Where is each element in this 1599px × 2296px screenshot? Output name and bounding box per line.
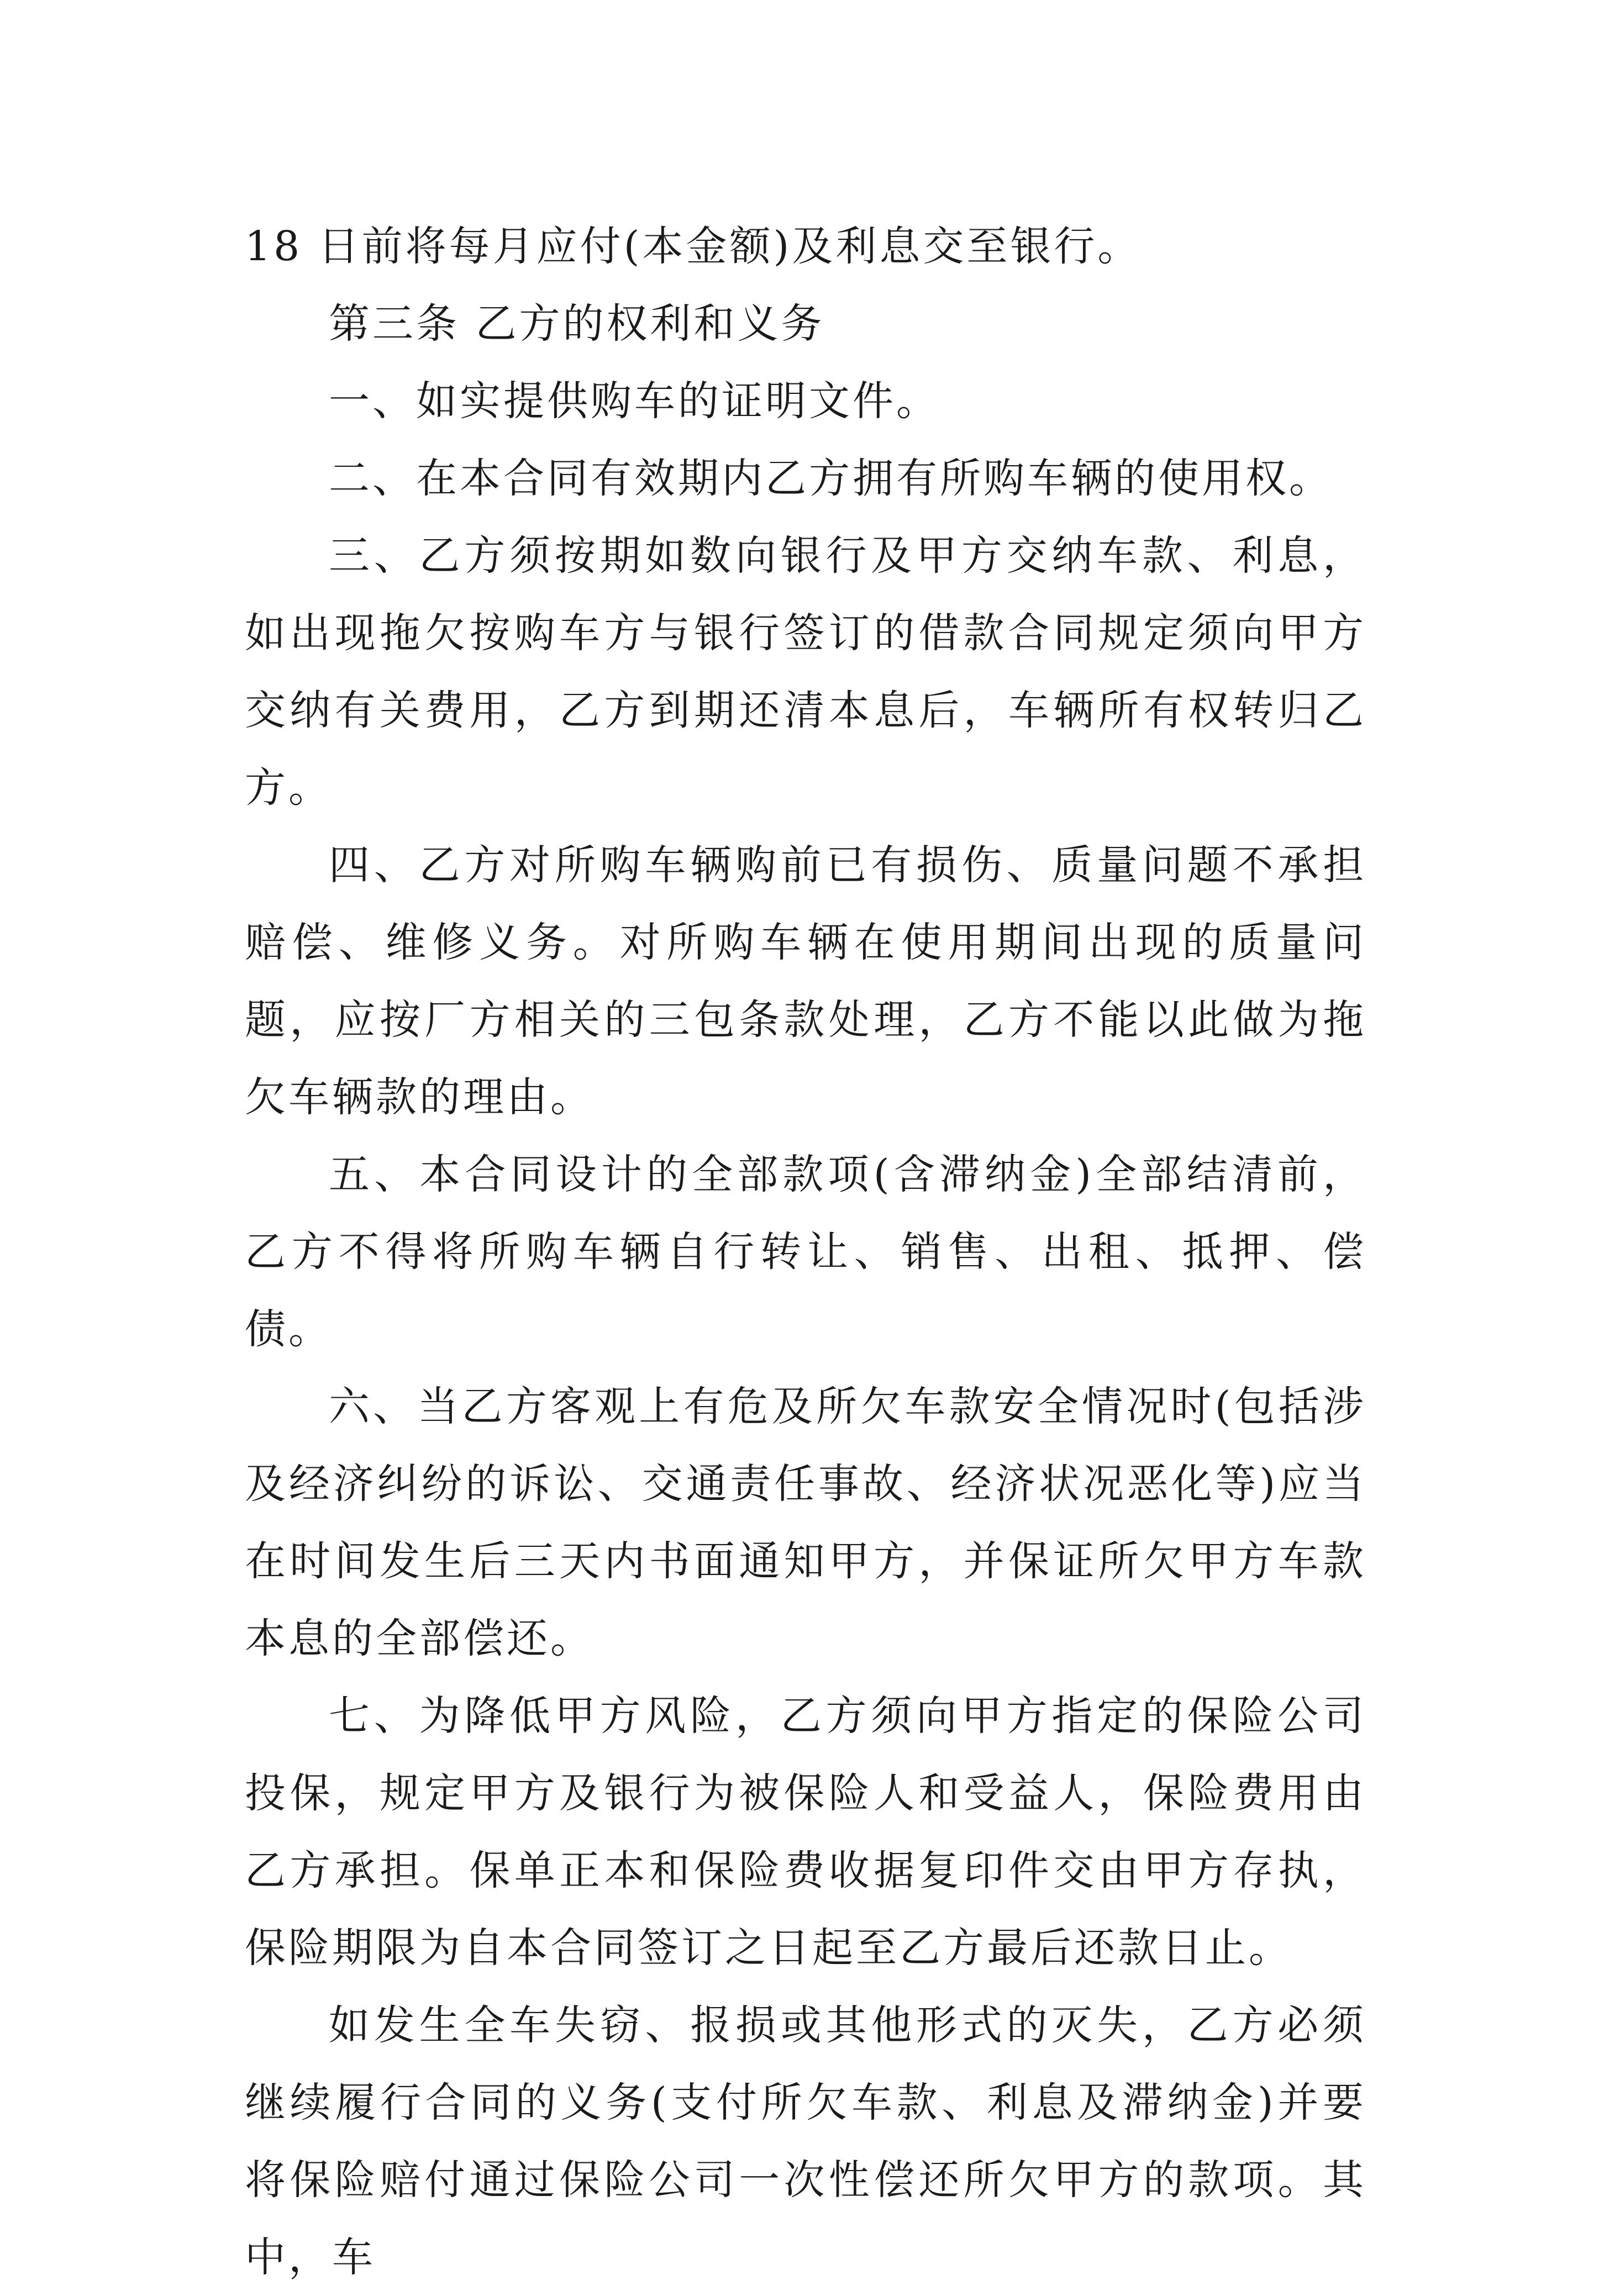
clause-7-continued: 如发生全车失窃、报损或其他形式的灭失，乙方必须继续履行合同的义务(支付所欠车款、利息及滞纳金)并要将保险赔付通过保险公司一次性偿还所欠甲方的款项。其中，车 [245, 2002, 1366, 2281]
clause-4: 四、乙方对所购车辆购前已有损伤、质量问题不承担赔偿、维修义务。对所购车辆在使用期间出现的质量问题，应按厂方相关的三包条款处理，乙方不能以此做为拖欠车辆款的理由。 [245, 841, 1366, 1121]
clause-2: 二、在本合同有效期内乙方拥有所购车辆的使用权。 [329, 455, 1333, 502]
clause-7: 七、为降低甲方风险，乙方须向甲方指定的保险公司投保，规定甲方及银行为被保险人和受益人，保险费用由乙方承担。保单正本和保险费收据复印件交由甲方存执，保险期限为自本合同签订之日起至乙方最后还款日止。 [245, 1692, 1366, 1972]
clause-1: 一、如实提供购车的证明文件。 [329, 377, 940, 425]
document-body [245, 208, 1366, 2296]
clause-5: 五、本合同设计的全部款项(含滞纳金)全部结清前，乙方不得将所购车辆自行转让、销售、出租、抵押、偿债。 [245, 1151, 1366, 1353]
paragraph-continuation: 18 日前将每月应付(本金额)及利息交至银行。 [245, 223, 1142, 270]
clause-6: 六、当乙方客观上有危及所欠车款安全情况时(包括涉及经济纠纷的诉讼、交通责任事故、经济状况恶化等)应当在时间发生后三天内书面通知甲方，并保证所欠甲方车款本息的全部偿还。 [245, 1383, 1366, 1662]
article-heading: 第三条 乙方的权利和义务 [329, 300, 825, 347]
clause-3: 三、乙方须按期如数向银行及甲方交纳车款、利息，如出现拖欠按购车方与银行签订的借款合同规定须向甲方交纳有关费用，乙方到期还清本息后，车辆所有权转归乙方。 [245, 532, 1366, 812]
